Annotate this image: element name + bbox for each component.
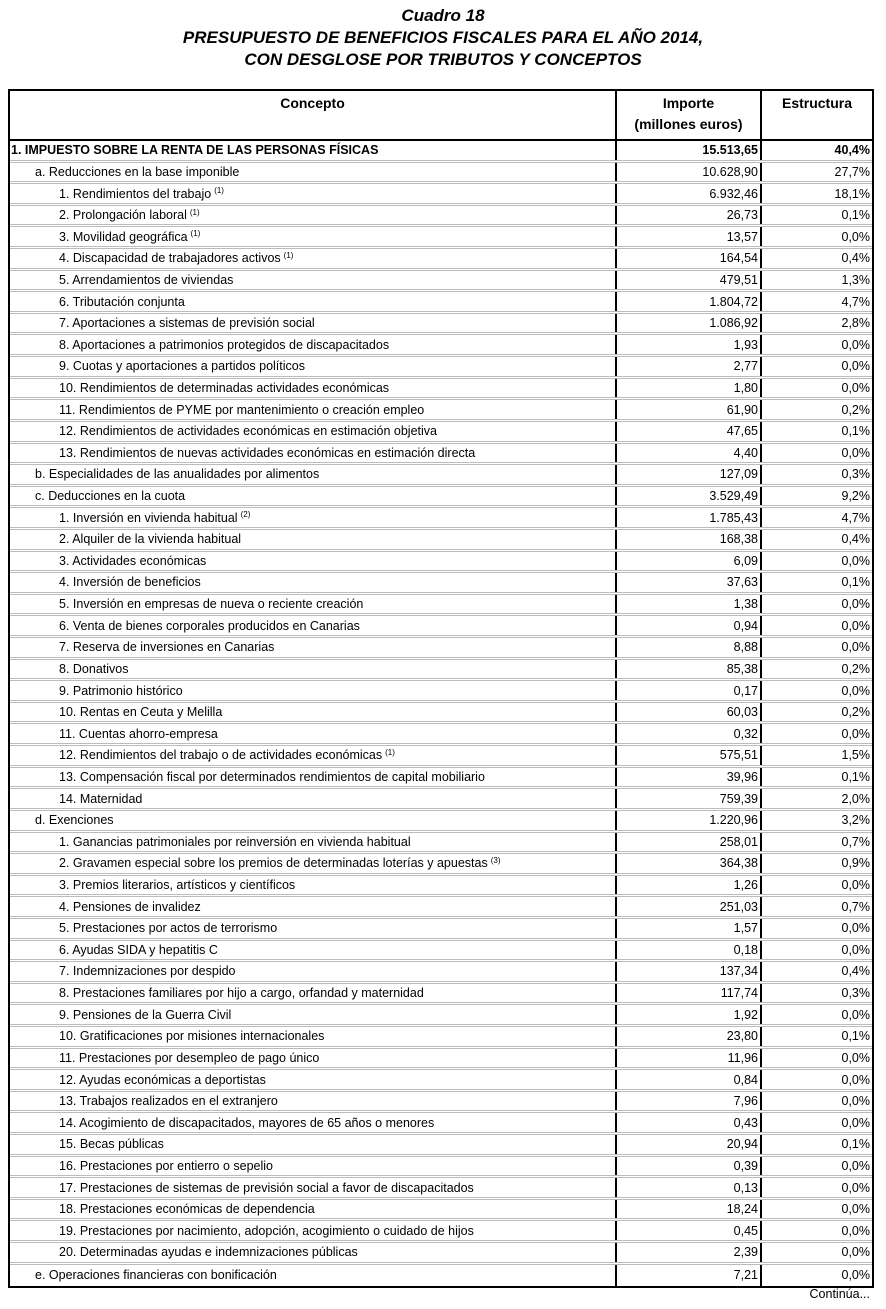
importe-cell: 759,39 [617, 789, 762, 808]
footnote-ref: (2) [240, 510, 251, 520]
concept-label: 9. Cuotas y aportaciones a partidos políticos [59, 359, 305, 374]
concept-cell [10, 1027, 617, 1046]
importe-cell: 0,84 [617, 1070, 762, 1089]
concept-label: 15. Becas públicas [59, 1137, 164, 1152]
table-row [10, 897, 872, 919]
estructura-cell: 0,0% [841, 1223, 870, 1238]
concept-cell [10, 1200, 617, 1219]
concept-label: 13. Rendimientos de nuevas actividades económicas en estimación directa [59, 445, 476, 460]
table-row [10, 357, 872, 379]
table-row [10, 1265, 872, 1287]
footnote-ref: (1) [283, 250, 294, 260]
concept-cell [10, 357, 617, 376]
estructura-cell: 0,3% [841, 467, 870, 482]
importe-cell: 60,03 [617, 703, 762, 722]
concept-label: 14. Acogimiento de discapacitados, mayores de 65 años o menores [59, 1115, 435, 1130]
importe-cell: 7,96 [617, 1092, 762, 1111]
table-row [10, 660, 872, 682]
table-row [10, 941, 872, 963]
header-importe [617, 91, 762, 139]
estructura-cell: 0,0% [841, 640, 870, 655]
table-body [10, 141, 872, 1286]
estructura-cell: 0,0% [841, 553, 870, 568]
importe-cell: 7,21 [617, 1265, 762, 1287]
estructura-cell: 0,0% [841, 1268, 870, 1283]
concept-label: a. Reducciones en la base imponible [35, 164, 240, 179]
importe-cell: 37,63 [617, 573, 762, 592]
concept-label: b. Especialidades de las anualidades por alimentos [35, 467, 320, 482]
concept-cell [10, 400, 617, 419]
importe-cell: 1.785,43 [617, 508, 762, 527]
importe-cell: 39,96 [617, 768, 762, 787]
concept-label: 13. Compensación fiscal por determinados rendimientos de capital mobiliario [59, 769, 485, 784]
table-row [10, 487, 872, 509]
concept-cell [10, 227, 617, 246]
table-row [10, 595, 872, 617]
concept-cell [10, 379, 617, 398]
table-subtitle: CON DESGLOSE POR TRIBUTOS Y CONCEPTOS [244, 50, 642, 69]
importe-cell: 137,34 [617, 962, 762, 981]
estructura-cell: 18,1% [834, 186, 870, 201]
table-row [10, 876, 872, 898]
concept-cell [10, 616, 617, 635]
table-row [10, 1092, 872, 1114]
concept-label: d. Exenciones [35, 813, 114, 828]
estructura-cell: 0,0% [841, 878, 870, 893]
concept-cell [10, 854, 617, 873]
estructura-cell: 0,0% [841, 618, 870, 633]
table-row [10, 984, 872, 1006]
importe-cell: 0,17 [617, 681, 762, 700]
table-row [10, 227, 872, 249]
table-row [10, 163, 872, 185]
estructura-cell: 3,2% [841, 813, 870, 828]
estructura-cell: 0,0% [841, 1072, 870, 1087]
table-row [10, 1005, 872, 1027]
importe-cell: 0,39 [617, 1157, 762, 1176]
estructura-cell: 0,3% [841, 986, 870, 1001]
importe-cell: 0,13 [617, 1178, 762, 1197]
concept-cell [10, 249, 617, 268]
importe-cell: 85,38 [617, 660, 762, 679]
table-row [10, 249, 872, 271]
importe-cell: 13,57 [617, 227, 762, 246]
table-row [10, 811, 872, 833]
concept-cell [10, 487, 617, 506]
concept-label: 2. Prolongación laboral [59, 208, 187, 223]
table-row [10, 962, 872, 984]
importe-cell: 127,09 [617, 465, 762, 484]
table-row [10, 335, 872, 357]
concept-label: 10. Rendimientos de determinadas actividades económicas [59, 381, 390, 395]
concept-cell [10, 163, 617, 182]
concept-cell [10, 1049, 617, 1068]
table-row [10, 919, 872, 941]
importe-cell: 258,01 [617, 833, 762, 852]
concept-label: 8. Aportaciones a patrimonios protegidos de discapacitados [59, 337, 390, 352]
importe-cell: 479,51 [617, 271, 762, 290]
importe-cell: 168,38 [617, 530, 762, 549]
table-row [10, 400, 872, 422]
concept-label: e. Operaciones financieras con bonificación [35, 1268, 277, 1283]
estructura-cell: 0,0% [841, 1245, 870, 1260]
estructura-cell: 0,7% [841, 834, 870, 849]
table-row [10, 1243, 872, 1265]
estructura-cell: 0,1% [841, 1029, 870, 1044]
concept-label: 3. Premios literarios, artísticos y científicos [59, 878, 296, 893]
concept-label: 3. Movilidad geográfica [59, 229, 188, 244]
concept-label: 8. Prestaciones familiares por hijo a cargo, orfandad y maternidad [59, 986, 424, 1001]
concept-label: 4. Pensiones de invalidez [59, 899, 201, 914]
table-title: PRESUPUESTO DE BENEFICIOS FISCALES PARA EL AÑO 2014, [182, 28, 704, 47]
concept-label: 6. Venta de bienes corporales producidos en Canarias [59, 618, 360, 633]
importe-cell: 0,43 [617, 1113, 762, 1132]
concept-label: 4. Inversión de beneficios [59, 575, 201, 590]
table-row [10, 184, 872, 206]
concept-label: 1. Ganancias patrimoniales por reinversión en vivienda habitual [59, 834, 411, 849]
concept-cell [10, 292, 617, 311]
importe-cell: 6,09 [617, 552, 762, 571]
concept-cell [10, 1221, 617, 1240]
table-row [10, 573, 872, 595]
table-row [10, 854, 872, 876]
table-row [10, 1178, 872, 1200]
importe-cell: 0,32 [617, 724, 762, 743]
concept-cell [10, 811, 617, 830]
concept-label: 14. Maternidad [59, 791, 143, 806]
footnote-ref: (1) [385, 747, 395, 757]
table-row [10, 422, 872, 444]
table-row [10, 379, 872, 401]
importe-cell: 0,94 [617, 616, 762, 635]
estructura-cell: 0,0% [841, 726, 870, 741]
table-row [10, 724, 872, 746]
estructura-cell: 9,2% [841, 489, 870, 504]
estructura-cell: 40,4% [834, 143, 870, 158]
concept-cell [10, 184, 617, 203]
concept-label: 9. Patrimonio histórico [59, 683, 183, 698]
estructura-cell: 0,0% [841, 445, 870, 460]
concept-label: 13. Trabajos realizados en el extranjero [59, 1094, 278, 1109]
concept-cell [10, 768, 617, 787]
estructura-cell: 0,0% [841, 1050, 870, 1065]
importe-cell: 23,80 [617, 1027, 762, 1046]
table-row [10, 444, 872, 466]
concept-label: 1. Rendimientos del trabajo [59, 186, 212, 201]
importe-cell: 1,57 [617, 919, 762, 938]
table-row [10, 530, 872, 552]
importe-cell: 3.529,49 [617, 487, 762, 506]
estructura-cell: 0,0% [841, 1007, 870, 1022]
header-concepto: Concepto [10, 91, 617, 139]
concept-label: 20. Determinadas ayudas e indemnizaciones públicas [59, 1245, 358, 1260]
importe-cell: 26,73 [617, 206, 762, 225]
importe-cell: 2,77 [617, 357, 762, 376]
concept-cell [10, 746, 617, 765]
concept-label: 1. Inversión en vivienda habitual [59, 510, 238, 525]
concept-label: 7. Aportaciones a sistemas de previsión social [59, 316, 315, 331]
concept-cell [10, 833, 617, 852]
importe-cell: 4,40 [617, 444, 762, 463]
estructura-cell: 0,0% [841, 1094, 870, 1109]
importe-cell: 1,38 [617, 595, 762, 614]
concept-cell [10, 335, 617, 354]
concept-label: 6. Tributación conjunta [59, 294, 185, 309]
estructura-cell: 1,3% [841, 272, 870, 287]
estructura-cell: 0,0% [841, 683, 870, 698]
importe-cell: 0,18 [617, 941, 762, 960]
concept-label: 11. Prestaciones por desempleo de pago único [59, 1050, 320, 1065]
estructura-cell: 2,0% [841, 791, 870, 806]
importe-cell: 164,54 [617, 249, 762, 268]
concept-cell [10, 1178, 617, 1197]
estructura-cell: 0,2% [841, 705, 870, 720]
estructura-cell: 0,1% [841, 769, 870, 784]
concept-cell [10, 789, 617, 808]
budget-table [8, 89, 874, 1288]
concept-label: 12. Rendimientos del trabajo o de actividades económicas [59, 748, 383, 763]
importe-cell: 1,92 [617, 1005, 762, 1024]
table-row [10, 206, 872, 228]
concept-cell [10, 1157, 617, 1176]
concept-label: 5. Prestaciones por actos de terrorismo [59, 921, 278, 936]
estructura-cell: 0,1% [841, 1137, 870, 1152]
importe-cell: 0,45 [617, 1221, 762, 1240]
footnote-ref: (3) [490, 855, 501, 865]
concept-cell [10, 962, 617, 981]
estructura-cell: 4,7% [841, 510, 870, 525]
estructura-cell: 0,0% [841, 1158, 870, 1173]
estructura-cell: 0,4% [841, 964, 870, 979]
header-importe-label: Importe [662, 95, 715, 111]
estructura-cell: 0,1% [841, 424, 870, 439]
concept-cell [10, 1005, 617, 1024]
concept-cell [10, 919, 617, 938]
importe-cell: 1.804,72 [617, 292, 762, 311]
concept-cell [10, 271, 617, 290]
importe-cell: 47,65 [617, 422, 762, 441]
table-row [10, 271, 872, 293]
table-row [10, 616, 872, 638]
concept-label: c. Deducciones en la cuota [35, 489, 186, 504]
table-number: Cuadro 18 [401, 6, 485, 25]
importe-cell: 1.220,96 [617, 811, 762, 830]
concept-cell [10, 530, 617, 549]
table-row [10, 1157, 872, 1179]
table-row [10, 1049, 872, 1071]
estructura-cell: 0,7% [841, 899, 870, 914]
continues-note: Continúa... [809, 1287, 870, 1301]
table-row [10, 1200, 872, 1222]
concept-cell [10, 660, 617, 679]
importe-cell: 10.628,90 [617, 163, 762, 182]
concept-cell [10, 638, 617, 657]
importe-cell: 18,24 [617, 1200, 762, 1219]
concept-label: 1. IMPUESTO SOBRE LA RENTA DE LAS PERSONAS FÍSICAS [11, 143, 379, 158]
estructura-cell: 0,0% [841, 381, 870, 395]
importe-cell: 6.932,46 [617, 184, 762, 203]
concept-cell [10, 422, 617, 441]
concept-label: 9. Pensiones de la Guerra Civil [59, 1007, 232, 1022]
concept-label: 2. Gravamen especial sobre los premios de determinadas loterías y apuestas [59, 856, 488, 871]
importe-cell: 8,88 [617, 638, 762, 657]
concept-label: 7. Indemnizaciones por despido [59, 964, 236, 979]
concept-label: 16. Prestaciones por entierro o sepelio [59, 1158, 274, 1173]
concept-cell [10, 465, 617, 484]
importe-cell: 20,94 [617, 1135, 762, 1154]
importe-cell: 1,26 [617, 876, 762, 895]
importe-cell: 61,90 [617, 400, 762, 419]
table-row [10, 465, 872, 487]
estructura-cell: 0,0% [841, 942, 870, 957]
concept-cell [10, 941, 617, 960]
concept-label: 6. Ayudas SIDA y hepatitis C [59, 942, 218, 957]
estructura-cell: 0,0% [841, 229, 870, 244]
concept-cell [10, 508, 617, 527]
table-row [10, 746, 872, 768]
importe-cell: 1.086,92 [617, 314, 762, 333]
table-row [10, 1135, 872, 1157]
table-row [10, 703, 872, 725]
table-row [10, 141, 872, 163]
concept-cell [10, 1265, 617, 1287]
table-row [10, 1070, 872, 1092]
concept-label: 4. Discapacidad de trabajadores activos [59, 251, 281, 266]
concept-cell [10, 206, 617, 225]
concept-cell [10, 703, 617, 722]
importe-cell: 575,51 [617, 746, 762, 765]
header-estructura: Estructura [781, 95, 853, 111]
estructura-cell: 0,0% [841, 359, 870, 374]
table-row [10, 292, 872, 314]
estructura-cell: 0,1% [841, 208, 870, 223]
table-row [10, 508, 872, 530]
footnote-ref: (1) [190, 229, 201, 239]
footnote-ref: (1) [214, 186, 224, 196]
header-importe-unit: (millones euros) [634, 116, 743, 132]
concept-label: 10. Gratificaciones por misiones internacionales [59, 1029, 325, 1044]
estructura-cell: 0,1% [841, 575, 870, 590]
table-row [10, 552, 872, 574]
table-row [10, 789, 872, 811]
importe-cell: 1,93 [617, 335, 762, 354]
concept-cell [10, 552, 617, 571]
concept-label: 8. Donativos [59, 661, 129, 676]
estructura-cell: 0,0% [841, 337, 870, 352]
concept-label: 11. Cuentas ahorro-empresa [59, 726, 218, 741]
concept-cell [10, 724, 617, 743]
table-row [10, 314, 872, 336]
estructura-cell: 0,0% [841, 1115, 870, 1130]
table-row [10, 1113, 872, 1135]
estructura-cell: 0,0% [841, 1180, 870, 1195]
concept-label: 5. Inversión en empresas de nueva o reciente creación [59, 597, 364, 612]
importe-cell: 2,39 [617, 1243, 762, 1262]
concept-cell [10, 1113, 617, 1132]
concept-label: 12. Rendimientos de actividades económicas en estimación objetiva [59, 424, 437, 439]
concept-label: 19. Prestaciones por nacimiento, adopción, acogimiento o cuidado de hijos [59, 1223, 474, 1238]
estructura-cell: 4,7% [841, 294, 870, 309]
estructura-cell: 0,0% [841, 1202, 870, 1217]
importe-cell: 15.513,65 [617, 141, 762, 160]
concept-cell [10, 876, 617, 895]
importe-cell: 1,80 [617, 379, 762, 398]
concept-cell [10, 681, 617, 700]
estructura-cell: 27,7% [834, 164, 870, 179]
concept-cell [10, 897, 617, 916]
table-header [10, 91, 872, 141]
concept-cell [10, 1243, 617, 1262]
estructura-cell: 1,5% [841, 748, 870, 763]
estructura-cell: 0,0% [841, 597, 870, 612]
concept-label: 18. Prestaciones económicas de dependencia [59, 1202, 315, 1217]
estructura-cell: 0,0% [841, 921, 870, 936]
concept-cell [10, 984, 617, 1003]
estructura-cell: 0,9% [841, 856, 870, 871]
table-row [10, 768, 872, 790]
concept-label: 5. Arrendamientos de viviendas [59, 272, 234, 287]
importe-cell: 117,74 [617, 984, 762, 1003]
concept-cell [10, 314, 617, 333]
concept-label: 12. Ayudas económicas a deportistas [59, 1072, 266, 1087]
concept-label: 2. Alquiler de la vivienda habitual [59, 532, 242, 547]
concept-cell [10, 444, 617, 463]
table-row [10, 638, 872, 660]
concept-label: 3. Actividades económicas [59, 553, 207, 568]
concept-cell [10, 1092, 617, 1111]
concept-cell [10, 595, 617, 614]
concept-label: 7. Reserva de inversiones en Canarias [59, 640, 275, 655]
estructura-cell: 2,8% [841, 316, 870, 331]
estructura-cell: 0,4% [841, 251, 870, 266]
concept-cell [10, 1070, 617, 1089]
concept-cell [10, 1135, 617, 1154]
table-row [10, 1221, 872, 1243]
table-row [10, 1027, 872, 1049]
estructura-cell: 0,2% [841, 402, 870, 417]
table-row [10, 833, 872, 855]
estructura-cell: 0,4% [841, 532, 870, 547]
footnote-ref: (1) [189, 207, 200, 217]
concept-cell [10, 141, 617, 160]
concept-label: 10. Rentas en Ceuta y Melilla [59, 705, 223, 720]
concept-label: 17. Prestaciones de sistemas de previsión social a favor de discapacitados [59, 1180, 474, 1195]
table-row [10, 681, 872, 703]
concept-cell [10, 573, 617, 592]
concept-label: 11. Rendimientos de PYME por mantenimiento o creación empleo [59, 402, 425, 417]
importe-cell: 251,03 [617, 897, 762, 916]
estructura-cell: 0,2% [841, 661, 870, 676]
importe-cell: 11,96 [617, 1049, 762, 1068]
importe-cell: 364,38 [617, 854, 762, 873]
